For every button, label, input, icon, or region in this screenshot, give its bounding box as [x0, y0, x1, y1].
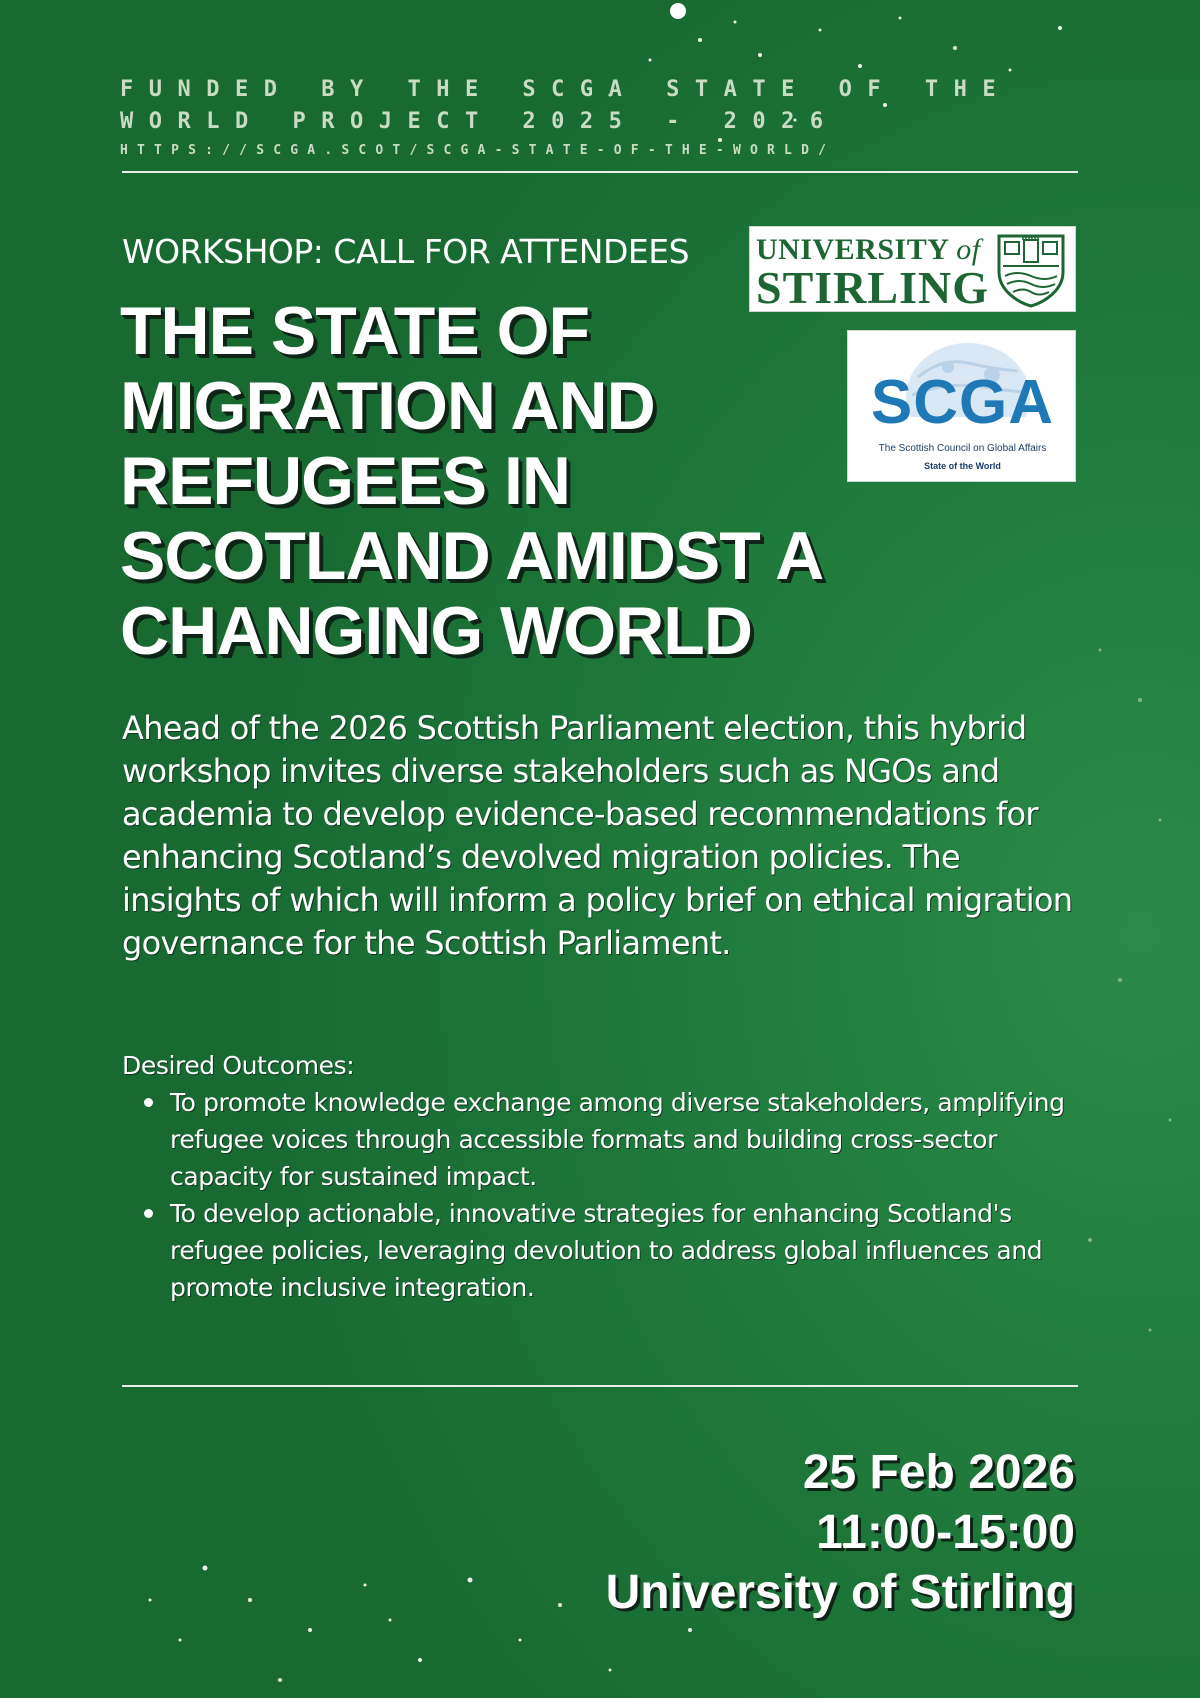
workshop-kicker: WORKSHOP: CALL FOR ATTENDEES: [122, 232, 690, 271]
logo-stirling-university: UNIVERSITY: [756, 233, 949, 266]
list-item: [170, 1195, 1082, 1306]
funding-line-2: WORLD PROJECT 2025 - 2026: [120, 109, 839, 134]
scga-subtitle: The Scottish Council on Global Affairs: [878, 443, 1047, 454]
university-of-stirling-logo: [749, 226, 1076, 312]
scga-acronym: SCGA: [870, 368, 1055, 437]
scga-tagline: State of the World: [924, 461, 1001, 471]
title-line: CHANGING WORLD: [120, 593, 752, 669]
outcome-text: To develop actionable, innovative strategies for enhancing Scotland's refugee policies, leveraging devolution to address global influences and promote inclusive integration.: [170, 1199, 1043, 1302]
funding-line-1: FUNDED BY THE SCGA STATE OF THE: [120, 77, 1012, 102]
outcomes-list: [122, 1084, 1082, 1306]
intro-paragraph: Ahead of the 2026 Scottish Parliament election, this hybrid workshop invites diverse stakeholders such as NGOs and academia to develop evidence-based recommendations for enhancing Scotland’s devolved migration policies. The insights of which will inform a policy brief on ethical migration governance for the Scottish Parliament.: [122, 709, 1073, 962]
scga-logo: [847, 330, 1076, 482]
funding-url[interactable]: HTTPS://SCGA.SCOT/SCGA-STATE-OF-THE-WORLD/: [120, 143, 836, 158]
poster-title: [120, 294, 940, 669]
title-line: THE STATE OF: [120, 293, 590, 369]
logo-stirling-of: of: [956, 233, 981, 266]
list-item: [170, 1084, 1082, 1195]
funding-notice: [120, 74, 1020, 164]
bullet-icon: [144, 1209, 153, 1218]
title-line: SCOTLAND AMIDST A: [120, 518, 824, 594]
top-divider: [122, 171, 1078, 173]
title-line: REFUGEES IN: [120, 443, 570, 519]
stirling-crest-icon: [993, 232, 1069, 308]
bullet-icon: [144, 1098, 153, 1107]
outcome-text: To promote knowledge exchange among diverse stakeholders, amplifying refugee voices through accessible formats and building cross-sector capacity for sustained impact.: [170, 1088, 1065, 1191]
event-details: [606, 1443, 1075, 1623]
outcomes-heading: Desired Outcomes:: [122, 1051, 355, 1080]
event-time: 11:00-15:00: [816, 1506, 1075, 1559]
event-venue: University of Stirling: [605, 1566, 1075, 1619]
logo-stirling-name: STIRLING: [756, 262, 989, 313]
title-line: MIGRATION AND: [120, 368, 655, 444]
event-date: 25 Feb 2026: [802, 1446, 1075, 1499]
bottom-divider: [122, 1385, 1078, 1387]
desired-outcomes: [122, 1047, 1082, 1306]
